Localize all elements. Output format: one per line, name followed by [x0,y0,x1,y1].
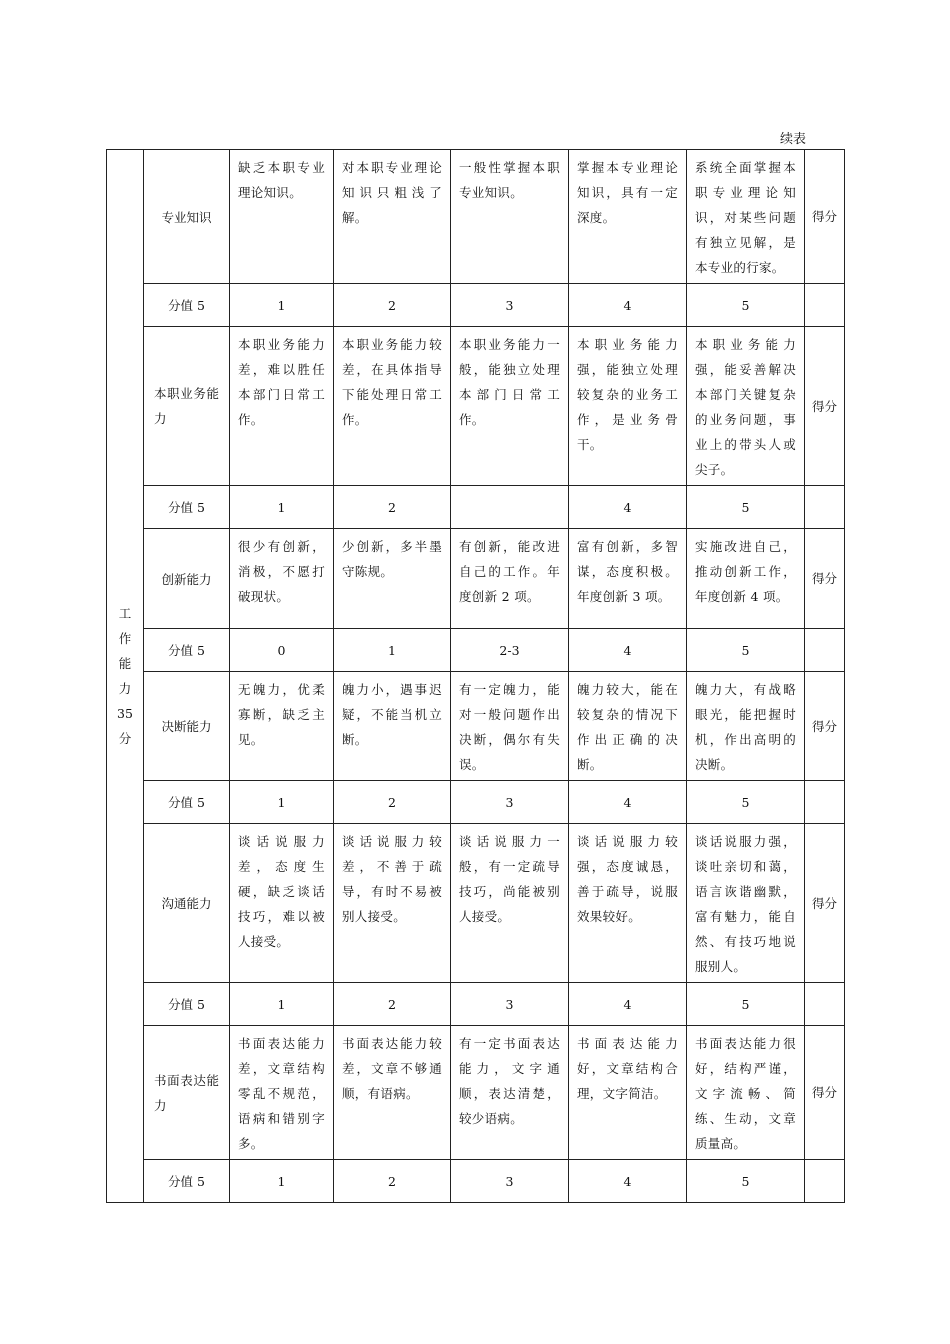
value-cell: 1 [230,983,334,1026]
criteria-label: 书面表达能 力 [144,1026,230,1160]
value-cell: 1 [230,284,334,327]
empty-score-cell[interactable] [805,486,845,529]
value-cell: 2 [334,1160,451,1203]
level-description: 很少有创新，消极，不愿打破现状。 [230,529,334,629]
empty-score-cell[interactable] [805,284,845,327]
level-description: 系统全面掌握本职专业理论知识，对某些问题有独立见解，是本专业的行家。 [687,150,805,284]
value-label: 分值 5 [144,781,230,824]
level-description: 一般性掌握本职专业知识。 [451,150,569,284]
score-cell: 得分 [805,529,845,629]
category-char: 作 [118,631,132,646]
value-cell: 1 [230,486,334,529]
score-cell: 得分 [805,327,845,486]
category-char: 工 [118,606,132,621]
value-cell: 4 [569,486,687,529]
level-description: 书面表达能力好，文章结构合理，文字简洁。 [569,1026,687,1160]
value-cell: 1 [230,1160,334,1203]
empty-score-cell[interactable] [805,629,845,672]
level-description: 缺乏本职专业理论知识。 [230,150,334,284]
empty-score-cell[interactable] [805,1160,845,1203]
level-description: 本职业务能力差，难以胜任本部门日常工作。 [230,327,334,486]
level-description: 有一定书面表达能力，文字通顺，表达清楚，较少语病。 [451,1026,569,1160]
evaluation-table [106,149,845,1203]
score-cell: 得分 [805,824,845,983]
category-char: 分 [118,731,132,746]
value-cell: 5 [687,284,805,327]
criteria-label: 创新能力 [144,529,230,629]
criteria-row [107,327,845,486]
value-cell: 4 [569,284,687,327]
level-description: 魄力较大，能在较复杂的情况下作出正确的决断。 [569,672,687,781]
level-description: 谈话说服力较差，不善于疏导，有时不易被别人接受。 [334,824,451,983]
value-cell: 3 [451,1160,569,1203]
value-cell: 3 [451,983,569,1026]
level-description: 书面表达能力很好，结构严谨，文字流畅、简练、生动，文章质量高。 [687,1026,805,1160]
level-description: 本职业务能力强，能妥善解决本部门关键复杂的业务问题，事业上的带头人或尖子。 [687,327,805,486]
criteria-row [107,1026,845,1160]
level-description: 无魄力，优柔寡断，缺乏主见。 [230,672,334,781]
value-label: 分值 5 [144,284,230,327]
level-description: 实施改进自己，推动创新工作，年度创新 4 项。 [687,529,805,629]
empty-score-cell[interactable] [805,983,845,1026]
level-description: 有创新，能改进自己的工作。年度创新 2 项。 [451,529,569,629]
value-cell: 2 [334,284,451,327]
value-cell: 0 [230,629,334,672]
level-description: 本职业务能力较差，在具体指导下能处理日常工作。 [334,327,451,486]
criteria-row [107,672,845,781]
level-description: 谈话说服力差，态度生硬，缺乏谈话技巧，难以被人接受。 [230,824,334,983]
value-cell: 4 [569,781,687,824]
value-row [107,284,845,327]
value-cell: 5 [687,1160,805,1203]
value-row [107,486,845,529]
value-label: 分值 5 [144,983,230,1026]
value-cell: 3 [451,284,569,327]
empty-score-cell[interactable] [805,781,845,824]
value-cell: 1 [334,629,451,672]
category-char: 35 [117,706,133,721]
level-description: 魄力大，有战略眼光，能把握时机，作出高明的决断。 [687,672,805,781]
score-cell: 得分 [805,150,845,284]
criteria-row [107,529,845,629]
value-label: 分值 5 [144,486,230,529]
category-cell [107,150,144,1203]
value-cell: 3 [451,781,569,824]
criteria-row [107,824,845,983]
value-cell: 1 [230,781,334,824]
value-cell: 2 [334,781,451,824]
criteria-row [107,150,845,284]
value-cell [451,486,569,529]
value-cell: 4 [569,629,687,672]
continued-label: 续表 [780,132,807,147]
level-description: 谈话说服力一般，有一定疏导技巧，尚能被别人接受。 [451,824,569,983]
level-description: 少创新，多半墨守陈规。 [334,529,451,629]
value-row [107,983,845,1026]
value-cell: 2 [334,486,451,529]
value-row [107,1160,845,1203]
value-label: 分值 5 [144,1160,230,1203]
value-cell: 5 [687,629,805,672]
value-cell: 2-3 [451,629,569,672]
level-description: 谈话说服力强，谈吐亲切和蔼，语言诙谐幽默，富有魅力，能自然、有技巧地说服别人。 [687,824,805,983]
value-cell: 5 [687,486,805,529]
value-label: 分值 5 [144,629,230,672]
level-description: 富有创新，多智谋，态度积极。年度创新 3 项。 [569,529,687,629]
value-row [107,781,845,824]
level-description: 魄力小，遇事迟疑，不能当机立断。 [334,672,451,781]
level-description: 对本职专业理论知识只粗浅了解。 [334,150,451,284]
value-cell: 4 [569,1160,687,1203]
score-cell: 得分 [805,672,845,781]
value-cell: 5 [687,983,805,1026]
level-description: 掌握本专业理论知识，具有一定深度。 [569,150,687,284]
level-description: 谈话说服力较强，态度诚恳，善于疏导，说服效果较好。 [569,824,687,983]
level-description: 有一定魄力，能对一般问题作出决断，偶尔有失误。 [451,672,569,781]
value-cell: 5 [687,781,805,824]
score-cell: 得分 [805,1026,845,1160]
criteria-label: 决断能力 [144,672,230,781]
level-description: 书面表达能力较差，文章不够通顺，有语病。 [334,1026,451,1160]
category-char: 能 [118,656,132,671]
category-char: 力 [118,681,132,696]
value-cell: 2 [334,983,451,1026]
value-row [107,629,845,672]
criteria-label: 专业知识 [144,150,230,284]
value-cell: 4 [569,983,687,1026]
criteria-label: 本职业务能 力 [144,327,230,486]
criteria-label: 沟通能力 [144,824,230,983]
level-description: 书面表达能力差，文章结构零乱不规范，语病和错别字多。 [230,1026,334,1160]
level-description: 本职业务能力一般，能独立处理本部门日常工作。 [451,327,569,486]
level-description: 本职业务能力强，能独立处理较复杂的业务工作，是业务骨干。 [569,327,687,486]
